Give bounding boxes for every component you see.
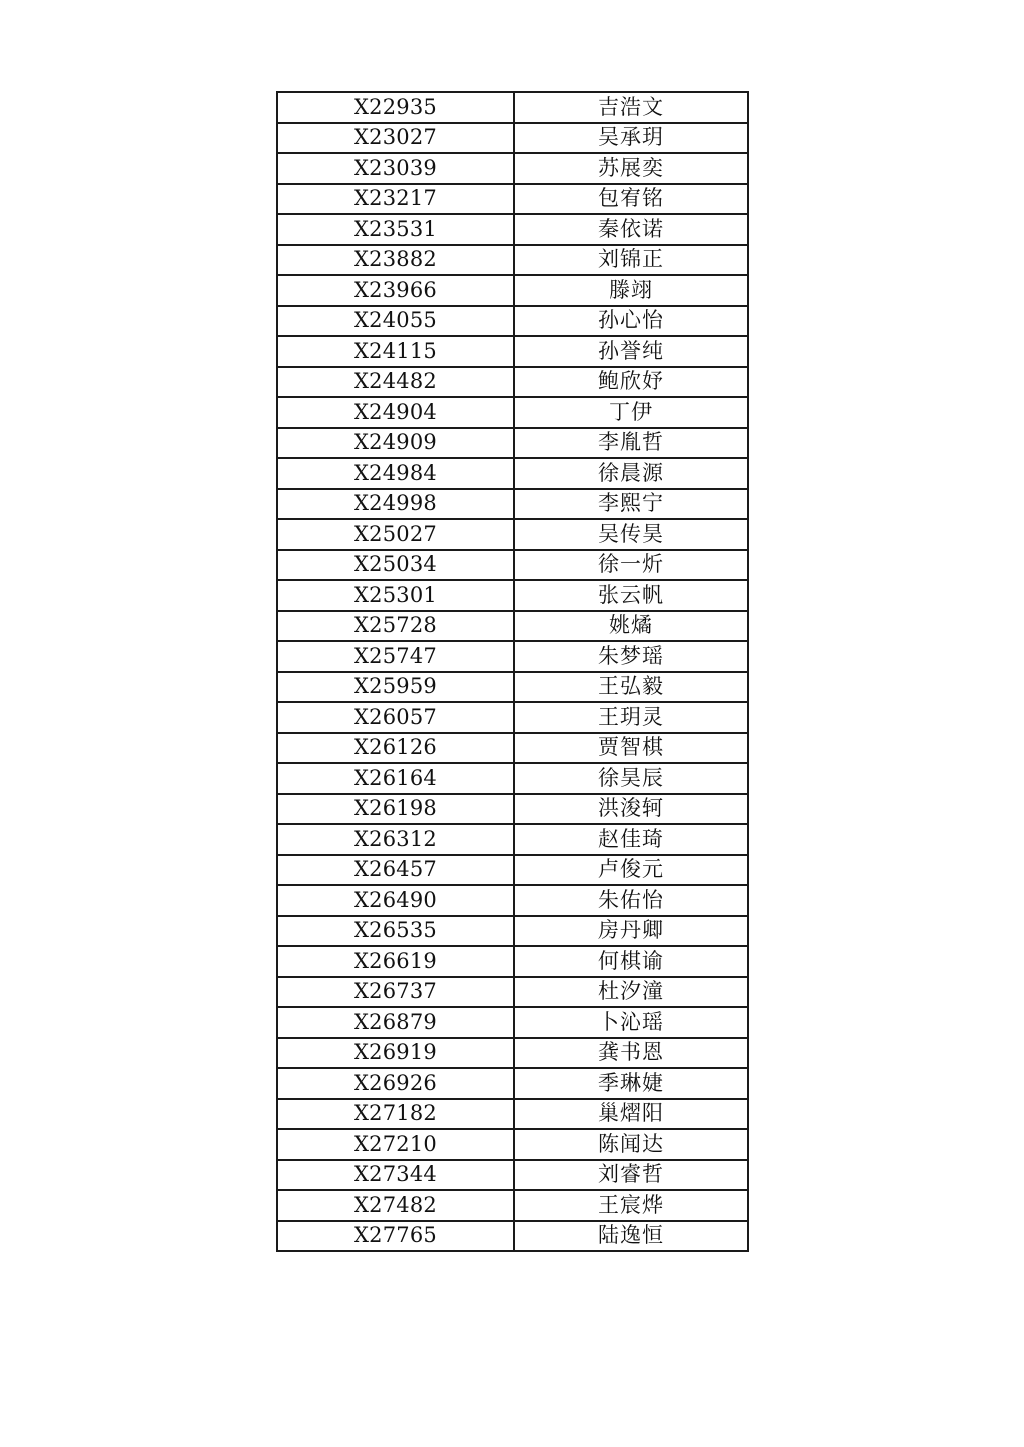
student-name-cell: 卢俊元 bbox=[514, 855, 748, 886]
student-id-cell: X25747 bbox=[277, 641, 514, 672]
student-id-cell: X26619 bbox=[277, 946, 514, 977]
table-row bbox=[277, 1221, 748, 1252]
student-name-cell: 赵佳琦 bbox=[514, 824, 748, 855]
student-name-cell: 何棋谕 bbox=[514, 946, 748, 977]
student-id-cell: X24904 bbox=[277, 397, 514, 428]
student-name-cell: 孙心怡 bbox=[514, 306, 748, 337]
student-name-cell: 龚书恩 bbox=[514, 1038, 748, 1069]
table-row bbox=[277, 855, 748, 886]
student-id-cell: X26919 bbox=[277, 1038, 514, 1069]
student-id-cell: X24115 bbox=[277, 336, 514, 367]
student-id-cell: X22935 bbox=[277, 92, 514, 123]
table-row bbox=[277, 367, 748, 398]
student-name-cell: 姚燏 bbox=[514, 611, 748, 642]
student-id-cell: X23039 bbox=[277, 153, 514, 184]
roster-table-body bbox=[277, 92, 748, 1251]
student-name-cell: 徐晨源 bbox=[514, 458, 748, 489]
student-id-cell: X23217 bbox=[277, 184, 514, 215]
student-id-cell: X24998 bbox=[277, 489, 514, 520]
table-row bbox=[277, 672, 748, 703]
table-row bbox=[277, 306, 748, 337]
student-id-cell: X25027 bbox=[277, 519, 514, 550]
table-row bbox=[277, 916, 748, 947]
table-row bbox=[277, 794, 748, 825]
table-row bbox=[277, 885, 748, 916]
student-id-cell: X27765 bbox=[277, 1221, 514, 1252]
student-id-cell: X23531 bbox=[277, 214, 514, 245]
student-name-cell: 朱梦瑶 bbox=[514, 641, 748, 672]
table-row bbox=[277, 489, 748, 520]
student-id-cell: X24984 bbox=[277, 458, 514, 489]
student-name-cell: 陈闻达 bbox=[514, 1129, 748, 1160]
student-name-cell: 刘睿哲 bbox=[514, 1160, 748, 1191]
table-row bbox=[277, 1160, 748, 1191]
student-name-cell: 杜汐潼 bbox=[514, 977, 748, 1008]
student-id-cell: X26198 bbox=[277, 794, 514, 825]
student-name-cell: 李胤哲 bbox=[514, 428, 748, 459]
table-row bbox=[277, 428, 748, 459]
table-row bbox=[277, 763, 748, 794]
student-id-cell: X24909 bbox=[277, 428, 514, 459]
table-row bbox=[277, 275, 748, 306]
student-id-cell: X27210 bbox=[277, 1129, 514, 1160]
student-name-cell: 吴传昊 bbox=[514, 519, 748, 550]
student-name-cell: 丁伊 bbox=[514, 397, 748, 428]
student-name-cell: 徐昊辰 bbox=[514, 763, 748, 794]
student-id-cell: X25034 bbox=[277, 550, 514, 581]
student-id-cell: X26535 bbox=[277, 916, 514, 947]
table-row bbox=[277, 550, 748, 581]
student-id-cell: X25959 bbox=[277, 672, 514, 703]
student-id-cell: X27182 bbox=[277, 1099, 514, 1130]
table-row bbox=[277, 733, 748, 764]
student-name-cell: 鲍欣妤 bbox=[514, 367, 748, 398]
student-name-cell: 朱佑怡 bbox=[514, 885, 748, 916]
student-name-cell: 陆逸恒 bbox=[514, 1221, 748, 1252]
student-name-cell: 吉浩文 bbox=[514, 92, 748, 123]
student-name-cell: 苏展奕 bbox=[514, 153, 748, 184]
table-row bbox=[277, 580, 748, 611]
table-row bbox=[277, 1190, 748, 1221]
student-name-cell: 孙誉纯 bbox=[514, 336, 748, 367]
student-id-cell: X26057 bbox=[277, 702, 514, 733]
student-name-cell: 王玥灵 bbox=[514, 702, 748, 733]
table-row bbox=[277, 611, 748, 642]
student-name-cell: 贾智棋 bbox=[514, 733, 748, 764]
student-name-cell: 房丹卿 bbox=[514, 916, 748, 947]
student-name-cell: 徐一炘 bbox=[514, 550, 748, 581]
table-row bbox=[277, 214, 748, 245]
table-row bbox=[277, 1038, 748, 1069]
table-row bbox=[277, 153, 748, 184]
student-id-cell: X23882 bbox=[277, 245, 514, 276]
student-name-cell: 卜沁瑶 bbox=[514, 1007, 748, 1038]
table-row bbox=[277, 519, 748, 550]
student-name-cell: 刘锦正 bbox=[514, 245, 748, 276]
student-name-cell: 张云帆 bbox=[514, 580, 748, 611]
table-row bbox=[277, 1129, 748, 1160]
student-id-cell: X26879 bbox=[277, 1007, 514, 1038]
table-row bbox=[277, 824, 748, 855]
student-id-cell: X26312 bbox=[277, 824, 514, 855]
student-id-cell: X24482 bbox=[277, 367, 514, 398]
table-row bbox=[277, 123, 748, 154]
student-id-cell: X26457 bbox=[277, 855, 514, 886]
table-row bbox=[277, 245, 748, 276]
student-id-cell: X26164 bbox=[277, 763, 514, 794]
student-name-cell: 秦依诺 bbox=[514, 214, 748, 245]
table-row bbox=[277, 702, 748, 733]
table-row bbox=[277, 458, 748, 489]
table-row bbox=[277, 946, 748, 977]
table-row bbox=[277, 184, 748, 215]
student-id-cell: X26926 bbox=[277, 1068, 514, 1099]
student-id-cell: X24055 bbox=[277, 306, 514, 337]
table-row bbox=[277, 92, 748, 123]
student-id-cell: X25301 bbox=[277, 580, 514, 611]
student-id-cell: X26737 bbox=[277, 977, 514, 1008]
roster-table bbox=[276, 91, 749, 1252]
table-row bbox=[277, 641, 748, 672]
student-id-cell: X27482 bbox=[277, 1190, 514, 1221]
student-id-cell: X23966 bbox=[277, 275, 514, 306]
student-name-cell: 包宥铭 bbox=[514, 184, 748, 215]
student-name-cell: 季琳婕 bbox=[514, 1068, 748, 1099]
table-row bbox=[277, 1099, 748, 1130]
student-id-cell: X26490 bbox=[277, 885, 514, 916]
student-id-cell: X25728 bbox=[277, 611, 514, 642]
student-id-cell: X27344 bbox=[277, 1160, 514, 1191]
student-name-cell: 吴承玥 bbox=[514, 123, 748, 154]
student-id-cell: X23027 bbox=[277, 123, 514, 154]
student-name-cell: 滕翊 bbox=[514, 275, 748, 306]
student-name-cell: 洪浚轲 bbox=[514, 794, 748, 825]
student-name-cell: 李熙宁 bbox=[514, 489, 748, 520]
table-row bbox=[277, 977, 748, 1008]
table-row bbox=[277, 1068, 748, 1099]
student-id-cell: X26126 bbox=[277, 733, 514, 764]
table-row bbox=[277, 336, 748, 367]
table-row bbox=[277, 397, 748, 428]
student-name-cell: 王宸烨 bbox=[514, 1190, 748, 1221]
student-name-cell: 巢熠阳 bbox=[514, 1099, 748, 1130]
table-row bbox=[277, 1007, 748, 1038]
student-name-cell: 王弘毅 bbox=[514, 672, 748, 703]
